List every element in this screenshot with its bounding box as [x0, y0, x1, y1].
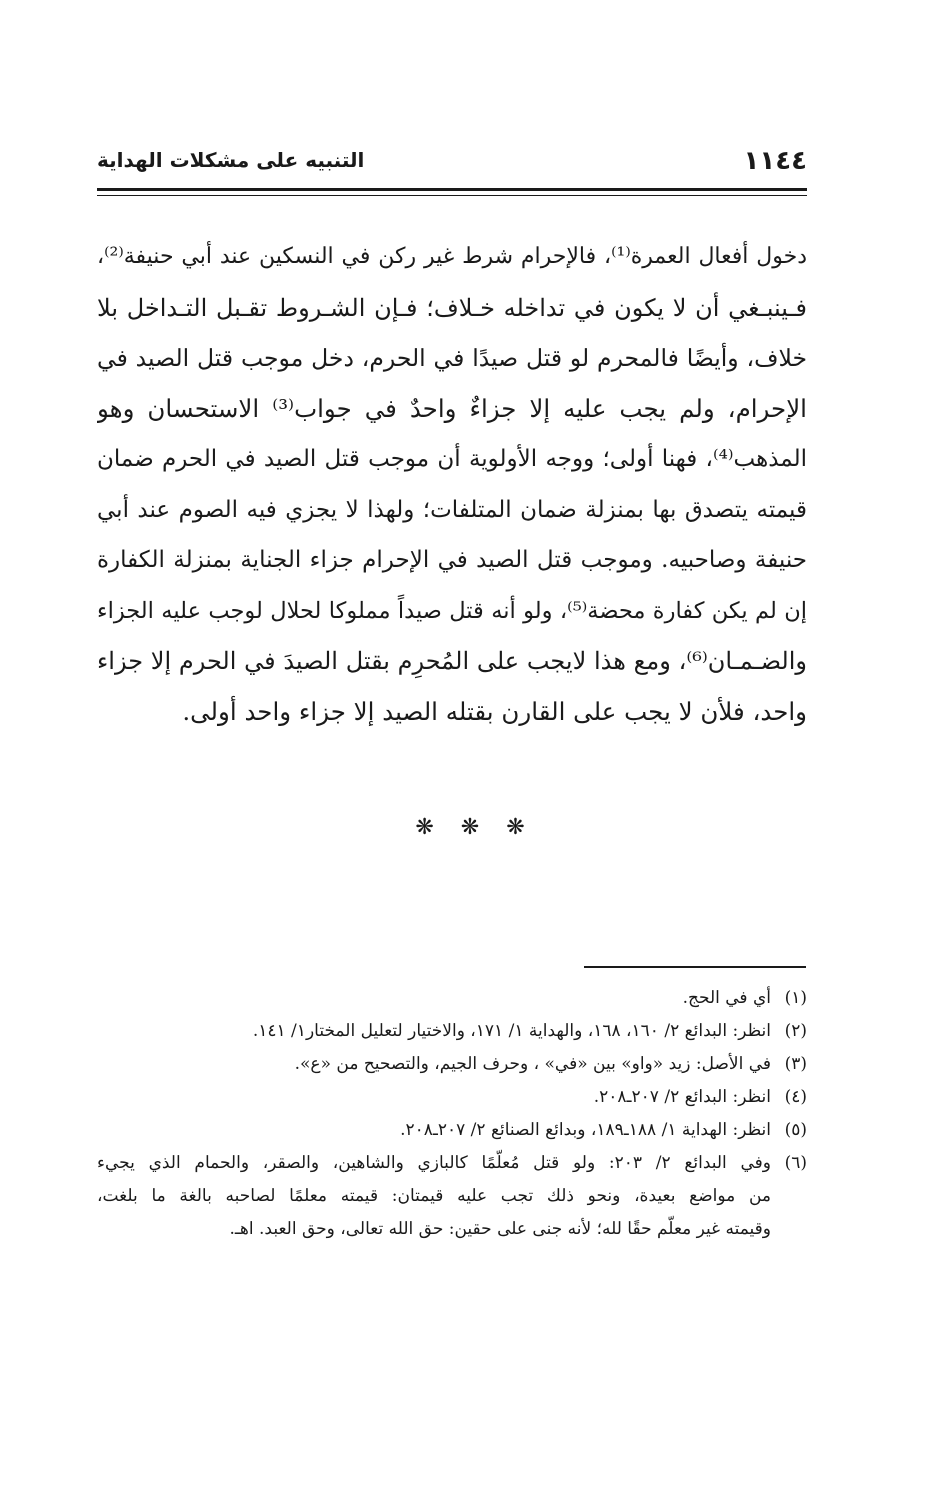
footnote-number: (٦): [784, 1153, 807, 1173]
running-title: التنبيه على مشكلات الهداية: [97, 148, 365, 172]
header-rule-thin: [97, 195, 807, 196]
footnote-number: (٤): [784, 1087, 807, 1107]
footnote: [97, 1114, 807, 1147]
text-line: فـينبـغي أن لا يكون في تداخله خـلاف؛ فـإن الشـروط تقـبل التـداخل بلا: [97, 293, 807, 322]
section-separator: ❋ ❋ ❋: [415, 815, 535, 840]
footnote-text: [97, 1147, 771, 1246]
footnote: [97, 1147, 807, 1246]
footnote-text: [97, 1114, 771, 1147]
footnote-text: [97, 1015, 771, 1048]
page-number: ١١٤٤: [743, 146, 807, 176]
footnote-line: من مواضع بعيدة، ونحو ذلك تجب عليه قيمتان: قيمته معلمًا لصاحبه بالغة ما بلغت،: [97, 1186, 771, 1206]
main-text: [97, 232, 807, 737]
footnote-line: انظر: البدائع ٢/ ١٦٠، ١٦٨، والهداية ١/ ١٧١، والاختيار لتعليل المختار١/ ١٤١.: [252, 1021, 771, 1041]
footnote-text: [97, 982, 771, 1015]
footnote-rule: [584, 966, 806, 968]
page-header: [97, 142, 807, 182]
text-line: المذهب⁽⁴⁾، فهنا أولى؛ ووجه الأولوية أن موجب قتل الصيد في الحرم ضمان: [97, 446, 807, 472]
footnote: [97, 1015, 807, 1048]
footnote-number: (٢): [784, 1021, 807, 1041]
footnote-line: انظر: البدائع ٢/ ٢٠٧ـ٢٠٨.: [593, 1087, 771, 1107]
footnote-number: (٣): [784, 1054, 807, 1074]
footnote-text: [97, 1048, 771, 1081]
footnote: [97, 1048, 807, 1081]
text-line: واحد، فلأن لا يجب على القارن بقتله الصيد إلا جزاء واحد أولى.: [182, 696, 807, 726]
header-rule-thick: [97, 188, 807, 191]
footnote-number: (١): [784, 988, 807, 1008]
text-line: خلاف، وأيضًا فالمحرم لو قتل صيدًا في الحرم، دخل موجب قتل الصيد في: [97, 344, 807, 372]
footnote-number: (٥): [784, 1120, 807, 1140]
text-line: إن لم يكن كفارة محضة⁽⁵⁾، ولو أنه قتل صيداً مملوكا لحلال لوجب عليه الجزاء: [97, 597, 807, 624]
footnote: [97, 982, 807, 1015]
text-line: الإحرام، ولم يجب عليه إلا جزاءٌ واحدٌ في جواب⁽³⁾ الاستحسان وهو: [97, 393, 807, 423]
text-line: دخول أفعال العمرة⁽¹⁾، فالإحرام شرط غير ركن في النسكين عند أبي حنيفة⁽²⁾،: [97, 244, 807, 269]
footnote-text: [97, 1081, 771, 1114]
text-line: حنيفة وصاحبيه. وموجب قتل الصيد في الإحرام جزاء الجناية بمنزلة الكفارة: [97, 547, 807, 573]
footnotes: [97, 982, 807, 1246]
footnote: [97, 1081, 807, 1114]
footnote-line: وقيمته غير معلّم حقًا لله؛ لأنه جنى على حقين: حق الله تعالى، وحق العبد. اهـ.: [229, 1219, 771, 1239]
text-line: والضـمـان⁽⁶⁾، ومع هذا لايجب على المُحرِم بقتل الصيدَ في الحرم إلا جزاء: [97, 647, 807, 675]
footnote-line: أي في الحج.: [682, 988, 771, 1008]
footnote-line: في الأصل: زيد «واو» بين «في» ، وحرف الجيم، والتصحيح من «ع».: [294, 1054, 771, 1074]
footnote-line: انظر: الهداية ١/ ١٨٨ـ١٨٩، وبدائع الصنائع ٢/ ٢٠٧ـ٢٠٨.: [400, 1120, 771, 1140]
text-line: قيمته يتصدق بها بمنزلة ضمان المتلفات؛ ولهذا لا يجزي فيه الصوم عند أبي: [97, 496, 807, 523]
footnote-line: وفي البدائع ٢/ ٢٠٣: ولو قتل مُعلّمًا كالبازي والشاهين، والصقر، والحمام الذي يجيء: [97, 1153, 772, 1173]
